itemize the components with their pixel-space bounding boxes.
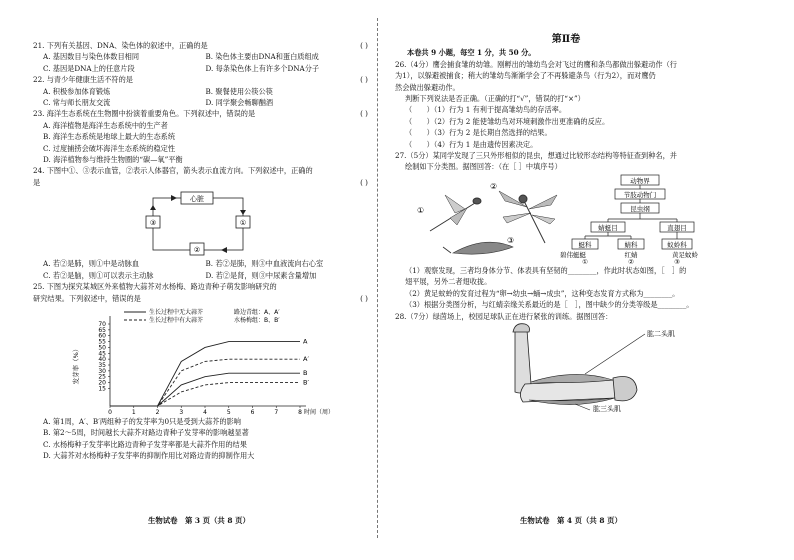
heart-label: 心脏 [190,195,204,204]
q24-circulation-diagram [33,188,368,258]
x-tick-label-6: 6 [250,408,255,416]
series-label-0: A [303,337,308,346]
legend-label-1: 生长过程中有大蒜芥 [149,316,204,324]
germination-chart [58,304,335,416]
q22-option-d: D. 同学聚会畅聊酗酒 [205,98,274,108]
q21-paren: ( ) [360,41,368,50]
q22-option-a: A. 积极参加体育锻炼 [43,86,111,96]
shoulder [613,376,637,400]
x-tick-label-4: 4 [203,408,207,416]
section-title: 第Ⅱ卷 [551,34,581,45]
q25-options [33,416,368,462]
series-label-3: B′ [303,378,309,387]
series-line-3 [110,382,300,405]
biceps-label: 肱二头肌 [647,329,675,338]
q26-instruction: 判断下列说法是否正确。（正确的打“√”，错误的打“×”） [405,94,585,104]
page-divider [377,18,379,538]
q21-option-a: A. 基因数目与染色体数目相同 [43,52,140,62]
q26-item-1: （ ）（1）行为 1 有利于提高雏幼鸟的存活率。 [405,105,567,115]
tree-leaf-3: ③ [674,257,680,266]
footer-right: 生物试卷 第 4 页（共 8 页） [520,516,622,525]
q27-figure [395,173,737,265]
legend-group-0: 路边青组：A、A′ [234,308,280,316]
insect-1-label: ① [417,205,425,215]
question-23 [33,108,368,165]
y-tick-label-3: 30 [98,367,106,375]
q24-stem-cont: 是 [33,177,41,187]
node-3-label: ③ [149,219,157,228]
q28-line-1: 28.（7分）绿茵场上，校园足球队正在进行紧张的训练。据图回答： [395,311,613,321]
q27-sub-2: （2）黄足蚊蛉的发育过程为“卵→幼虫→蛹→成虫”，这种变态发育方式称为________。 [405,288,680,298]
q27-sub-1-cont: 翅平展，另外二者翅收拢。 [405,277,492,287]
q27-subquestions [395,265,737,311]
question-27 [395,150,737,173]
node-2-label: ② [193,246,201,255]
question-25 [33,281,368,304]
series-label-1: A′ [303,355,309,364]
right-page [395,34,737,413]
y-tick-label-6: 45 [98,350,106,358]
flow-arrow-left [221,247,227,253]
tree-kingdom: 动物界 [630,176,650,185]
flow-arrow-up [150,205,156,210]
q27-sub-3: （3）根据分类图分析，与红蜻亲缘关系最近的是［ ］，图中缺少的分类等级是________。 [405,300,694,310]
series-label-2: B [303,369,308,378]
x-tick-label-5: 5 [226,408,231,416]
q23-stem: 23. 海洋生态系统在生物圈中扮演着重要角色。下列叙述中，错误的是 [33,109,256,119]
q23-option-c: C. 过度捕捞会破坏海洋生态系统的稳定性 [43,143,176,153]
q25-paren: ( ) [360,293,368,303]
q25-chart-area [33,304,368,416]
q27-line-1: 27.（5分）某同学发现了三只外形相似的昆虫，想通过比较形态结构等特征查到种名，并 [395,151,677,161]
y-tick-label-9: 60 [98,332,106,340]
tree-family-3: 蚁蛉科 [667,240,687,249]
tree-species-2: 红蜻 [624,250,638,259]
y-tick-label-1: 20 [98,379,106,387]
y-tick-label-5: 40 [98,356,106,364]
q22-option-c: C. 常与师长朋友交流 [43,98,111,108]
insect-1-damselfly [430,195,481,231]
y-tick-label-7: 50 [98,344,106,352]
legend-group-1: 水杨梅组：B、B′ [234,316,280,324]
series-line-0 [110,341,300,405]
forearm [515,328,531,393]
question-24 [33,165,368,281]
tree-order-1: 蜻蜓目 [598,223,618,232]
node-1-label: ① [239,219,247,228]
q23-option-a: A. 海洋植物是海洋生态系统中的生产者 [43,120,168,130]
tree-family-2: 蜻科 [624,240,638,249]
hand [513,324,530,332]
tree-order-2: 直翅目 [667,223,687,232]
x-tick-label-8: 8 [298,408,302,416]
tree-leaf-1: ① [582,257,588,266]
y-axis-label: 发芽率（%） [72,345,80,385]
q25-option-c: C. 水杨梅种子发芽率比路边青种子发芽率都是大蒜芥作用的结果 [43,439,247,449]
flow-arrow-down [240,210,246,215]
q27-line-2: 绘制如下分类图。据图回答：（在［ ］中填序号） [405,162,562,172]
series-line-2 [110,373,300,406]
flow-arrow-right [171,195,177,201]
biceps-leader-line [585,334,645,374]
x-axis-label: 时间（周） [304,408,335,416]
x-tick-label-2: 2 [155,408,160,416]
question-26 [395,59,737,150]
q26-line-2: 为1），以躲避被捕食；稍大的雏幼鸟渐渐学会了不再躲避条鸟（行为2），而对鹰仍 [395,71,656,81]
classification-tree [560,175,699,266]
q23-option-b: B. 海洋生态系统是地球上最大的生态系统 [43,132,176,142]
x-tick-label-3: 3 [179,408,184,416]
q26-line-3: 然会做出躲避动作。 [395,82,460,92]
triceps-leader-line [575,404,590,410]
q26-item-2: （ ）（2）行为 2 能使雏幼鸟对环境刺激作出更准确的反应。 [405,116,610,126]
y-tick-label-4: 35 [98,361,106,369]
q22-stem: 22. 与青少年健康生活不符的是 [33,75,133,85]
question-21 [33,40,368,74]
q25-option-d: D. 大蒜芥对水杨梅种子发芽率的抑制作用比对路边青的抑制作用大 [43,451,255,461]
q25-option-b: B. 第2～5周，时间越长大蒜芥对路边青种子发芽率的影响越显著 [43,428,249,438]
q26-line-1: 26.（4分）鹰会捕食雏的幼雏。刚孵出的雏幼鸟会对飞过的鹰和条鸟都做出躲避动作（行 [395,59,677,69]
q21-stem: 21. 下列有关基因、DNA、染色体的叙述中，正确的是 [33,41,208,50]
q26-item-4: （ ）（4）行为 1 是由遗传因素决定。 [405,139,538,149]
insect-3-label: ③ [507,235,515,245]
y-tick-label-0: 15 [98,385,106,393]
q24-option-a: A. 若②是肺，则①中是动脉血 [43,259,140,269]
left-page [33,40,368,462]
q22-option-b: B. 聚餐使用公筷公筷 [205,86,273,96]
insects-and-tree-svg [395,173,735,265]
insect-3-antlion [443,242,513,254]
y-tick-label-10: 65 [98,326,106,334]
q24-option-d: D. 若②是肾，则③中尿素含量增加 [205,270,317,280]
y-tick-label-2: 25 [98,373,106,381]
q26-item-3: （ ）（3）行为 2 是长期自然选择的结果。 [405,128,552,138]
circulation-svg [143,188,263,258]
q25-stem-cont: 研究结果。下列叙述中，错误的是 [33,293,141,303]
q24-option-c: C. 若②是脑，则①可以表示主动脉 [43,270,154,280]
tree-class: 昆虫纲 [630,204,650,213]
q25-stem: 25. 下图为探究某城区外来植物大蒜芥对水杨梅、路边青种子萌发影响研究的 [33,282,277,292]
q25-option-a: A. 第1周，A′、B′两组种子的发芽率为0只是受到大蒜芥的影响 [43,416,241,426]
q28-figure [395,322,737,412]
tree-phylum: 节肢动物门 [623,190,657,199]
tree-leaf-2: ② [628,257,634,266]
y-tick-label-11: 70 [98,320,106,328]
x-tick-label-1: 1 [131,408,136,416]
question-28 [395,311,737,322]
tree-family-1: 蜓科 [578,240,592,249]
y-tick-label-8: 55 [98,338,106,346]
footer-left: 生物试卷 第 3 页（共 8 页） [148,516,250,525]
q21-option-c: C. 基因是DNA上的任意片段 [43,63,135,73]
q24-option-b: B. 若②是肺，则③中血液流向右心室 [205,259,324,269]
insect-2-label: ② [490,181,498,191]
tree-species-1: 碧伟蜓蜓 [560,250,586,259]
q23-paren: ( ) [360,109,368,119]
q24-stem: 24. 下图中①、③表示血管，②表示人体器官，箭头表示血流方向。下列叙述中，正确的 [33,166,313,176]
q27-sub-1: （1）观察发现，三者均身体分节、体表具有坚韧的________，作此时状态如图，［ ］的 [405,265,687,275]
q21-option-b: B. 染色体主要由DNA和蛋白质组成 [205,52,319,62]
question-22 [33,74,368,108]
q23-option-d: D. 海洋植物参与维持生物圈的“碳—氧”平衡 [43,155,183,165]
legend-label-0: 生长过程中无大蒜芥 [149,308,204,316]
q24-paren: ( ) [360,177,368,187]
q21-option-d: D. 每条染色体上有许多个DNA分子 [205,63,320,73]
triceps-label: 肱三头肌 [593,404,621,413]
section-note: 本卷共 9 小题，每空 1 分，共 50 分。 [407,48,536,58]
arm-muscle-svg [495,322,755,412]
x-tick-label-7: 7 [274,408,279,416]
q22-paren: ( ) [360,75,368,85]
tree-species-3: 黄足蚊蛉 [672,250,698,259]
x-tick-label-0: 0 [108,408,112,416]
